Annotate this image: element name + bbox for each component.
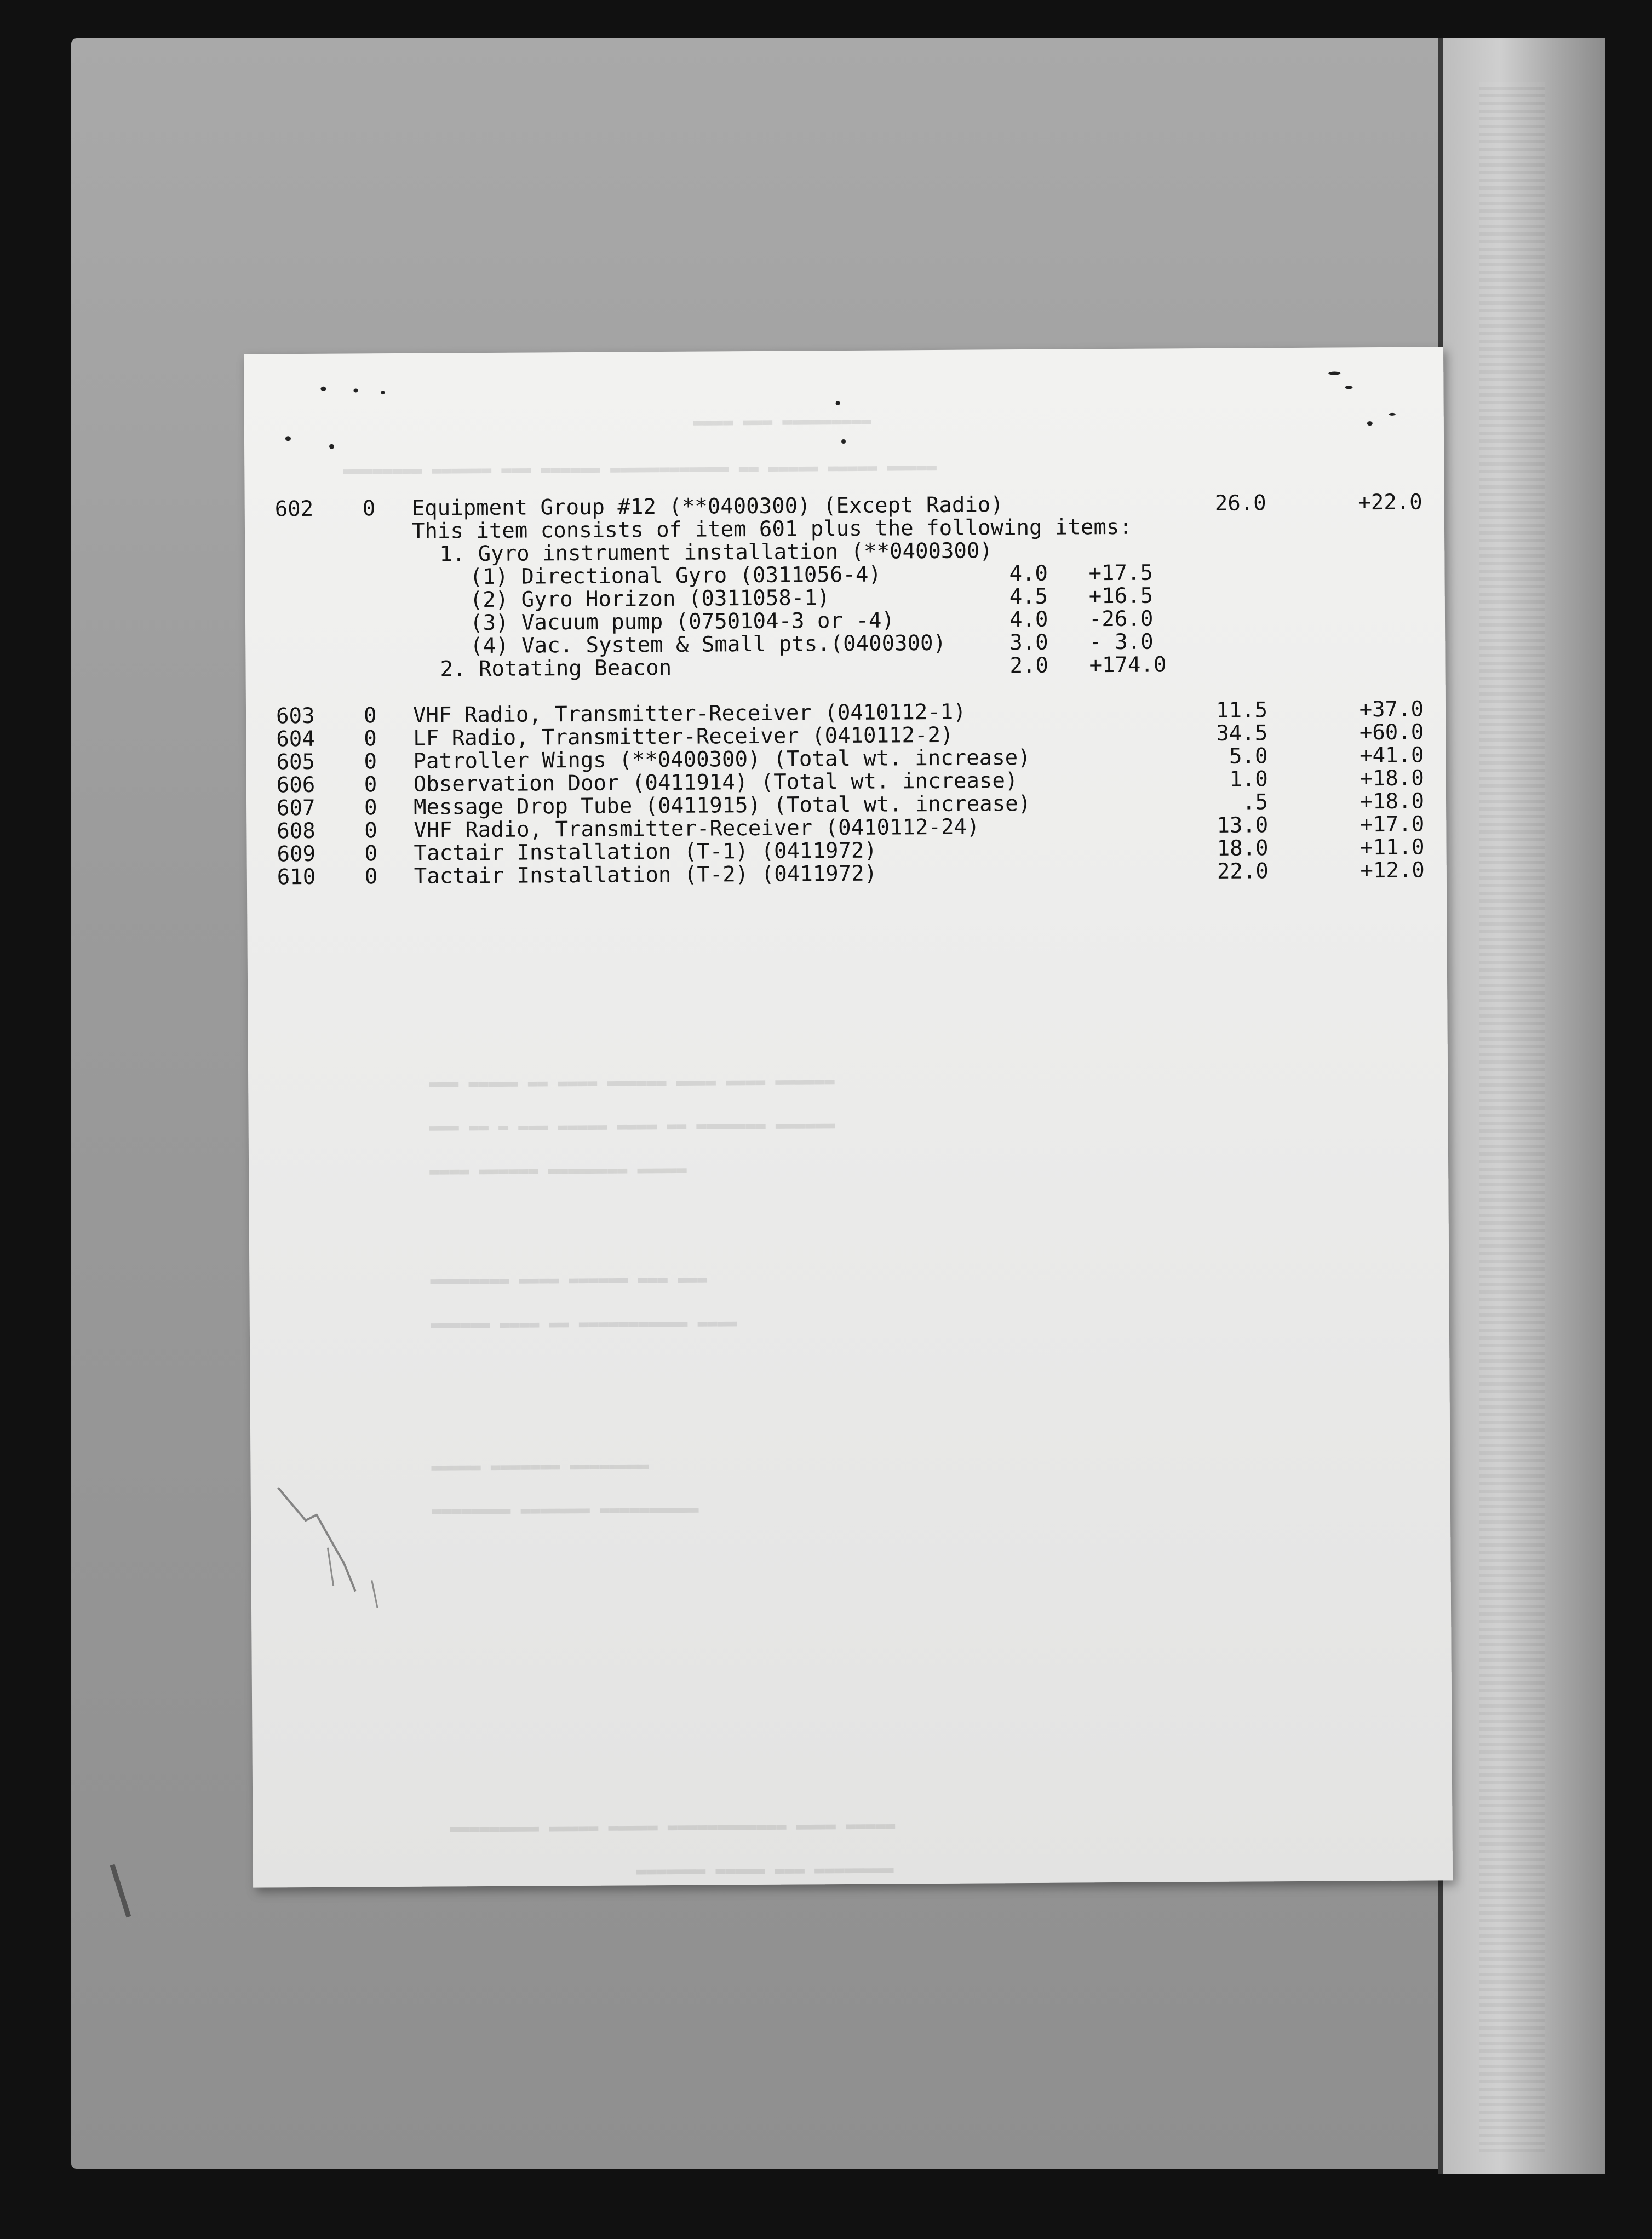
- part-arm: +16.5: [1088, 583, 1154, 609]
- item-code: 0: [364, 726, 377, 751]
- part-weight: 4.5: [1009, 584, 1048, 610]
- item-weight: .5: [1242, 790, 1269, 815]
- speck: [1389, 413, 1396, 416]
- item-code: 0: [364, 864, 378, 889]
- item-number: 604: [276, 726, 315, 752]
- item-description: Tactair Installation (T-2) (0411972): [414, 861, 877, 889]
- part-weight: 4.0: [1009, 561, 1048, 587]
- item-description: Patroller Wings (**0400300) (Total wt. increase): [413, 745, 1031, 774]
- scratch-mark: [273, 1482, 405, 1624]
- part-arm: -26.0: [1088, 606, 1154, 632]
- part-arm: +17.5: [1088, 560, 1154, 586]
- item-weight: 18.0: [1217, 836, 1269, 861]
- bleed-through: ▬▬▬▬▬▬▬▬ ▬▬▬▬ ▬▬▬▬▬▬ ▬▬▬ ▬▬▬: [430, 1271, 708, 1293]
- item-description: Message Drop Tube (0411915) (Total wt. increase): [413, 791, 1031, 820]
- item-description: VHF Radio, Transmitter-Receiver (0410112-24): [414, 814, 980, 843]
- item-code: 0: [364, 841, 378, 866]
- item-number: 608: [277, 818, 316, 844]
- item-weight: 22.0: [1217, 859, 1269, 884]
- part-label: (3) Vacuum pump (0750104-3 or -4): [469, 608, 894, 636]
- speck: [1328, 371, 1340, 375]
- part-arm: - 3.0: [1089, 629, 1154, 655]
- item-code: 0: [364, 772, 377, 797]
- item-description: Observation Door (0411914) (Total wt. increase): [413, 768, 1018, 797]
- bleed-through: ▬▬▬▬ ▬▬▬ ▬▬▬▬▬▬▬▬▬: [693, 413, 872, 434]
- item-number: 609: [277, 841, 316, 867]
- speck: [285, 436, 291, 441]
- item-weight: 13.0: [1217, 813, 1269, 838]
- speck: [329, 444, 334, 449]
- bleed-through: ▬▬▬▬▬ ▬▬▬▬▬▬▬ ▬▬▬▬▬▬▬▬: [431, 1458, 649, 1479]
- part-weight: 4.0: [1009, 607, 1048, 633]
- item-weight: 1.0: [1229, 767, 1268, 792]
- part-weight: 3.0: [1009, 630, 1048, 656]
- bleed-through: ▬▬▬ ▬▬ ▬ ▬▬▬ ▬▬▬▬▬ ▬▬▬▬ ▬▬ ▬▬▬▬▬▬▬ ▬▬▬▬▬▬: [429, 1117, 835, 1139]
- part-label: (2) Gyro Horizon (0311058-1): [469, 585, 830, 613]
- item-code: 0: [363, 703, 377, 728]
- bleed-through: ▬▬▬▬▬▬▬▬ ▬▬▬▬▬▬▬ ▬▬▬▬▬▬▬▬▬▬: [431, 1501, 699, 1523]
- item-weight: 26.0: [1214, 491, 1266, 516]
- speck: [836, 401, 840, 405]
- sub-item-weight: 2.0: [1009, 653, 1049, 679]
- item-weight: 11.5: [1215, 698, 1268, 723]
- item-arm: +60.0: [1359, 720, 1424, 745]
- bleed-through: ▬▬▬▬▬▬ ▬▬▬▬ ▬▬ ▬▬▬▬▬▬▬▬▬▬▬ ▬▬▬▬: [430, 1315, 737, 1336]
- item-number: 602: [274, 496, 314, 522]
- item-number: 605: [276, 749, 316, 775]
- item-arm: +17.0: [1360, 812, 1425, 837]
- speck: [353, 388, 358, 392]
- item-code: 0: [364, 818, 377, 843]
- item-number: 603: [276, 703, 315, 729]
- item-number: 606: [276, 772, 316, 798]
- item-number: 610: [277, 864, 316, 890]
- item-arm: +12.0: [1360, 858, 1425, 883]
- item-arm: +41.0: [1359, 743, 1424, 768]
- item-arm: +22.0: [1358, 490, 1422, 515]
- item-number: 607: [276, 795, 316, 821]
- item-arm: +11.0: [1360, 835, 1425, 860]
- board-grain: [1479, 82, 1545, 2152]
- speck: [320, 387, 326, 391]
- speck: [1345, 386, 1352, 389]
- sub-item-arm: +174.0: [1089, 652, 1167, 678]
- speck: [1367, 421, 1373, 426]
- part-label: (4) Vac. System & Small pts.(0400300): [470, 630, 947, 659]
- item-arm: +18.0: [1360, 766, 1424, 791]
- item-description: VHF Radio, Transmitter-Receiver (0410112-1): [412, 699, 966, 728]
- bleed-through: ▬▬▬▬▬▬▬▬ ▬▬▬▬▬▬ ▬▬▬ ▬▬▬▬▬▬ ▬▬▬▬▬▬▬▬▬▬▬▬ ▬▬ ▬▬▬▬▬ ▬▬▬▬▬ ▬▬▬▬▬: [343, 459, 937, 483]
- item-code: 0: [364, 795, 377, 820]
- item-code: 0: [362, 496, 376, 521]
- item-description: Tactair Installation (T-1) (0411972): [414, 838, 877, 866]
- frame-scratch: [107, 1862, 151, 1928]
- bleed-through: ▬▬▬▬▬▬▬▬▬ ▬▬▬▬▬ ▬▬▬▬▬ ▬▬▬▬▬▬▬▬▬▬▬▬ ▬▬▬▬ ▬▬▬▬▬: [450, 1818, 896, 1840]
- group-intro: This item consists of item 601 plus the following items:: [411, 514, 1133, 544]
- bleed-through: ▬▬▬ ▬▬▬▬▬ ▬▬ ▬▬▬▬ ▬▬▬▬▬▬ ▬▬▬▬ ▬▬▬▬ ▬▬▬▬▬▬: [429, 1073, 835, 1095]
- item-weight: 5.0: [1229, 744, 1268, 769]
- document-sheet: [244, 347, 1453, 1887]
- speck: [841, 439, 846, 444]
- part-label: (1) Directional Gyro (0311056-4): [469, 562, 881, 590]
- item-description: Equipment Group #12 (**0400300) (Except Radio): [411, 492, 1003, 521]
- sub-item-rotating-beacon: 2. Rotating Beacon: [440, 655, 672, 682]
- bleed-through: ▬▬▬▬▬▬▬ ▬▬▬▬▬ ▬▬▬ ▬▬▬▬▬▬▬▬: [636, 1862, 894, 1883]
- item-weight: 34.5: [1216, 721, 1268, 746]
- bleed-through: ▬▬▬▬ ▬▬▬▬▬▬ ▬▬▬▬▬▬▬▬ ▬▬▬▬▬: [429, 1162, 687, 1183]
- item-arm: +37.0: [1359, 697, 1424, 722]
- sub-item-gyro-installation: 1. Gyro instrument installation (**0400300): [439, 538, 993, 567]
- item-arm: +18.0: [1360, 789, 1425, 814]
- item-description: LF Radio, Transmitter-Receiver (0410112-2): [413, 722, 954, 751]
- speck: [381, 391, 385, 394]
- item-code: 0: [364, 749, 377, 774]
